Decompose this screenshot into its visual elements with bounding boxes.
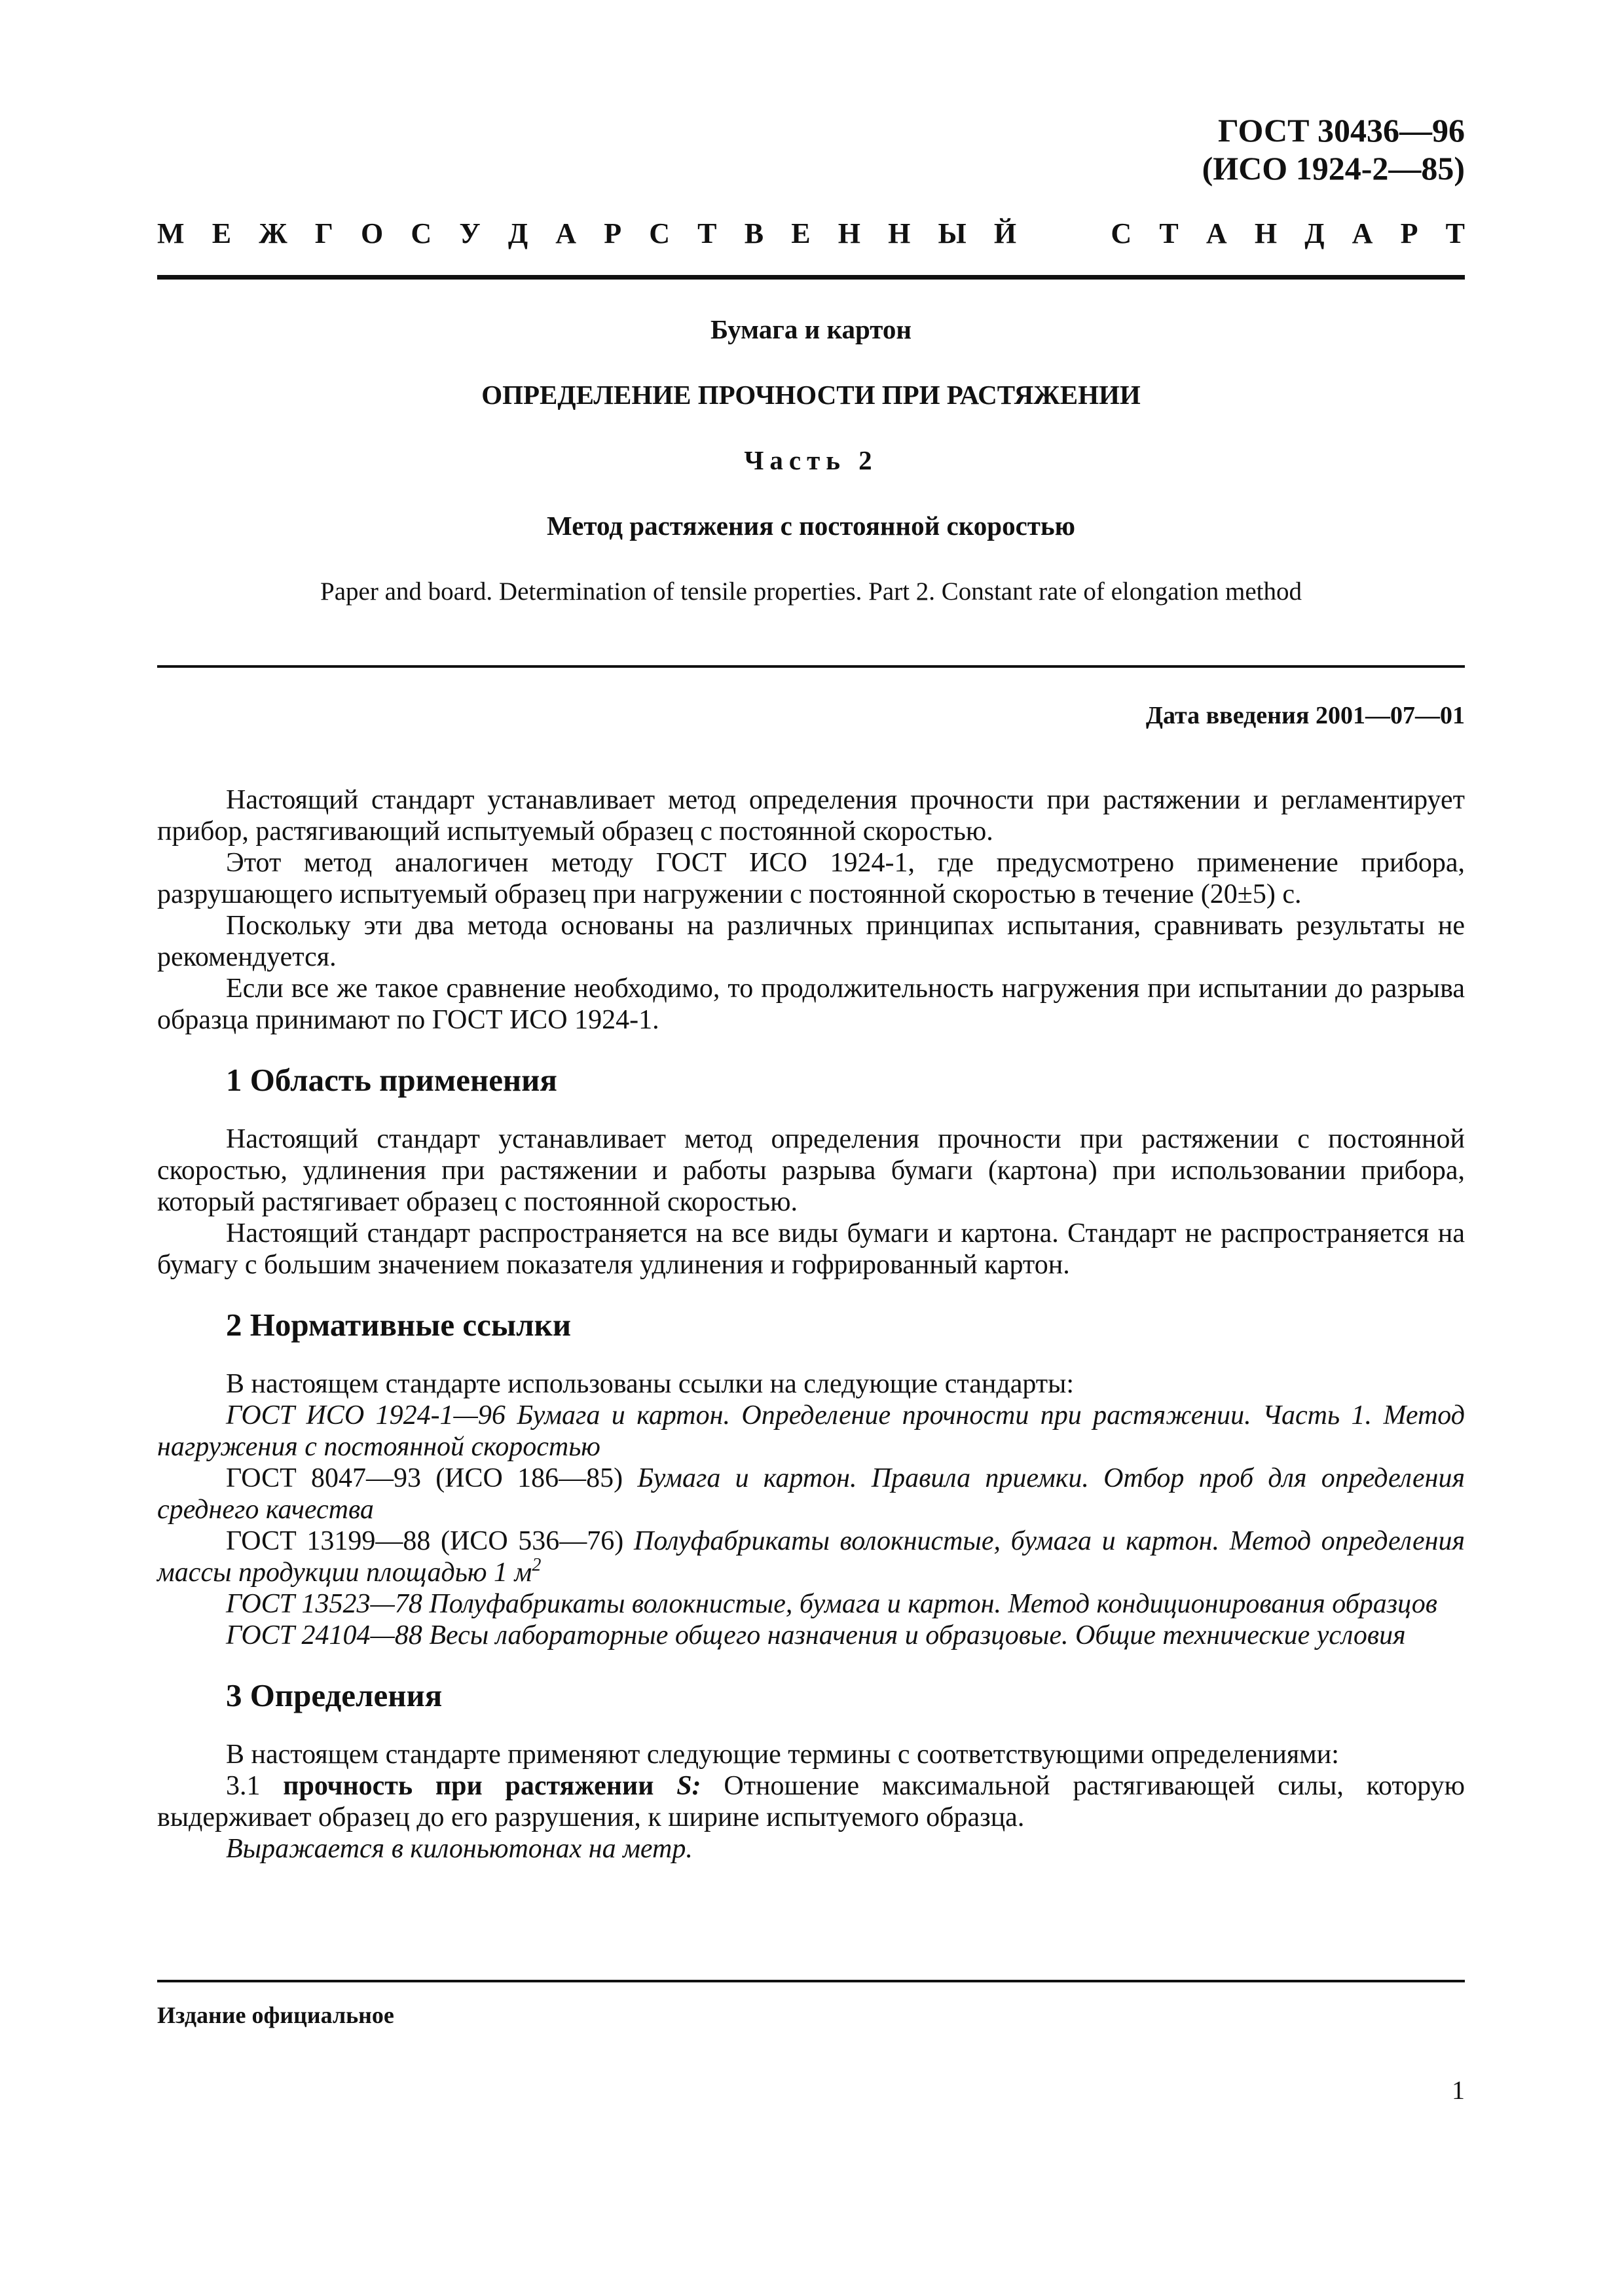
page-number: 1	[1452, 2075, 1465, 2105]
iso-number: (ИСО 1924-2—85)	[1202, 150, 1465, 187]
banner-letter: О	[361, 217, 384, 249]
banner-letter: С	[649, 217, 671, 249]
footer-rule	[157, 1980, 1465, 1982]
reference-item: ГОСТ 13523—78 Полуфабрикаты волокнистые, бумага и картон. Метод кондиционирования образцов	[226, 1589, 1437, 1619]
reference-item: ГОСТ 24104—88 Весы лабораторные общего назначения и образцовые. Общие технические условия	[226, 1620, 1406, 1650]
banner-letter: В	[744, 217, 764, 249]
section-3-intro: В настоящем стандарте применяют следующие термины с соответствующими определениями:	[226, 1740, 1339, 1770]
banner-word-gap	[1044, 216, 1083, 251]
reference-title: Полуфабрикаты волокнистые, бумага и картон. Метод определения массы продукции площадью 1 м	[157, 1526, 1465, 1588]
banner-letter: Й	[993, 217, 1017, 249]
title-subject: Бумага и картон	[710, 314, 912, 344]
standard-designation	[1202, 111, 1465, 187]
banner-letter: Е	[212, 217, 232, 249]
section-1-heading: 1 Область применения	[226, 1062, 557, 1098]
banner-letter: С	[411, 217, 432, 249]
title-part: Часть 2	[744, 445, 878, 475]
banner-letter: А	[555, 217, 577, 249]
banner-letter: Д	[507, 217, 528, 249]
section-2-heading: 2 Нормативные ссылки	[226, 1307, 572, 1343]
banner-letter: Р	[604, 217, 622, 249]
banner-letter: У	[459, 217, 481, 249]
header-rule	[157, 275, 1465, 280]
effective-date: Дата введения 2001—07—01	[1145, 702, 1465, 729]
intro-paragraph: Настоящий стандарт устанавливает метод определения прочности при растяжении и регламентирует прибор, растягивающий испытуемый образец с постоянной скоростью.	[157, 785, 1465, 847]
banner-letter: А	[1352, 217, 1373, 249]
reference-title: Бумага и картон. Правила приемки. Отбор проб для определения среднего качества	[157, 1463, 1465, 1525]
title-english: Paper and board. Determination of tensile properties. Part 2. Constant rate of elongation method	[320, 577, 1302, 606]
title-rule	[157, 665, 1465, 668]
gost-number: ГОСТ 30436—96	[1217, 112, 1465, 149]
banner-letter: А	[1206, 217, 1227, 249]
section-1-paragraph: Настоящий стандарт распространяется на все виды бумаги и картона. Стандарт не распространяется на бумагу с большим значением показателя удлинения и гофрированный картон.	[157, 1218, 1465, 1280]
reference-code: ГОСТ 8047—93 (ИСО 186—85)	[226, 1463, 623, 1493]
section-2-intro: В настоящем стандарте использованы ссылки на следующие стандарты:	[226, 1369, 1075, 1399]
banner-letter: Г	[314, 217, 333, 249]
definition-item	[157, 1770, 1465, 1833]
banner-letter: Т	[1159, 217, 1179, 249]
banner-letter: С	[1111, 217, 1132, 249]
section-1-paragraph: Настоящий стандарт устанавливает метод определения прочности при растяжении с постоянной скоростью, удлинения при растяжении и работы разрыва бумаги (картона) при использовании прибора, который растягивает образец с постоянной скоростью.	[157, 1124, 1465, 1217]
reference-item: ГОСТ ИСО 1924-1—96 Бумага и картон. Определение прочности при растяжении. Часть 1. Метод нагружения с постоянной скоростью	[157, 1400, 1465, 1462]
intro-paragraph: Если все же такое сравнение необходимо, то продолжительность нагружения при испытании до разрыва образца принимают по ГОСТ ИСО 1924-1.	[157, 974, 1465, 1035]
banner-letter: Р	[1400, 217, 1418, 249]
reference-code: ГОСТ 13199—88 (ИСО 536—76)	[226, 1526, 624, 1556]
banner-letter: Ж	[259, 217, 287, 249]
banner-letter: Н	[888, 217, 911, 249]
banner-letter: Ы	[938, 217, 967, 249]
banner-letter: Н	[1254, 217, 1278, 249]
document-body	[157, 784, 1465, 1865]
banner-letter: Т	[697, 217, 717, 249]
intro-paragraph: Этот метод аналогичен методу ГОСТ ИСО 1924-1, где предусмотрено применение прибора, разрушающего испытуемый образец при нагружении с постоянной скоростью в течение (20±5) с.	[157, 848, 1465, 909]
title-main: ОПРЕДЕЛЕНИЕ ПРОЧНОСТИ ПРИ РАСТЯЖЕНИИ	[481, 380, 1141, 410]
definition-term: прочность при растяжении	[283, 1771, 654, 1801]
banner-letter: Д	[1304, 217, 1325, 249]
interstate-standard-banner	[157, 216, 1465, 251]
definition-symbol: S:	[676, 1771, 701, 1801]
definition-text: Отношение максимальной растягивающей силы, которую выдерживает образец до его разрушения, к ширине испытуемого образца.	[157, 1771, 1465, 1832]
banner-letter: Е	[791, 217, 811, 249]
section-3-heading: 3 Определения	[226, 1677, 443, 1713]
banner-letter: Н	[838, 217, 860, 249]
reference-item	[157, 1463, 1465, 1525]
banner-letter: Т	[1445, 217, 1465, 249]
banner-letter: М	[157, 217, 185, 249]
official-edition-label: Издание официальное	[157, 2002, 394, 2028]
reference-superscript: 2	[532, 1555, 542, 1575]
definition-number: 3.1	[226, 1771, 261, 1801]
intro-paragraph: Поскольку эти два метода основаны на различных принципах испытания, сравнивать результаты не рекомендуется.	[157, 911, 1465, 972]
reference-item	[157, 1525, 1465, 1588]
title-method: Метод растяжения с постоянной скоростью	[547, 511, 1075, 541]
definition-unit-note: Выражается в килоньютонах на метр.	[226, 1834, 693, 1864]
